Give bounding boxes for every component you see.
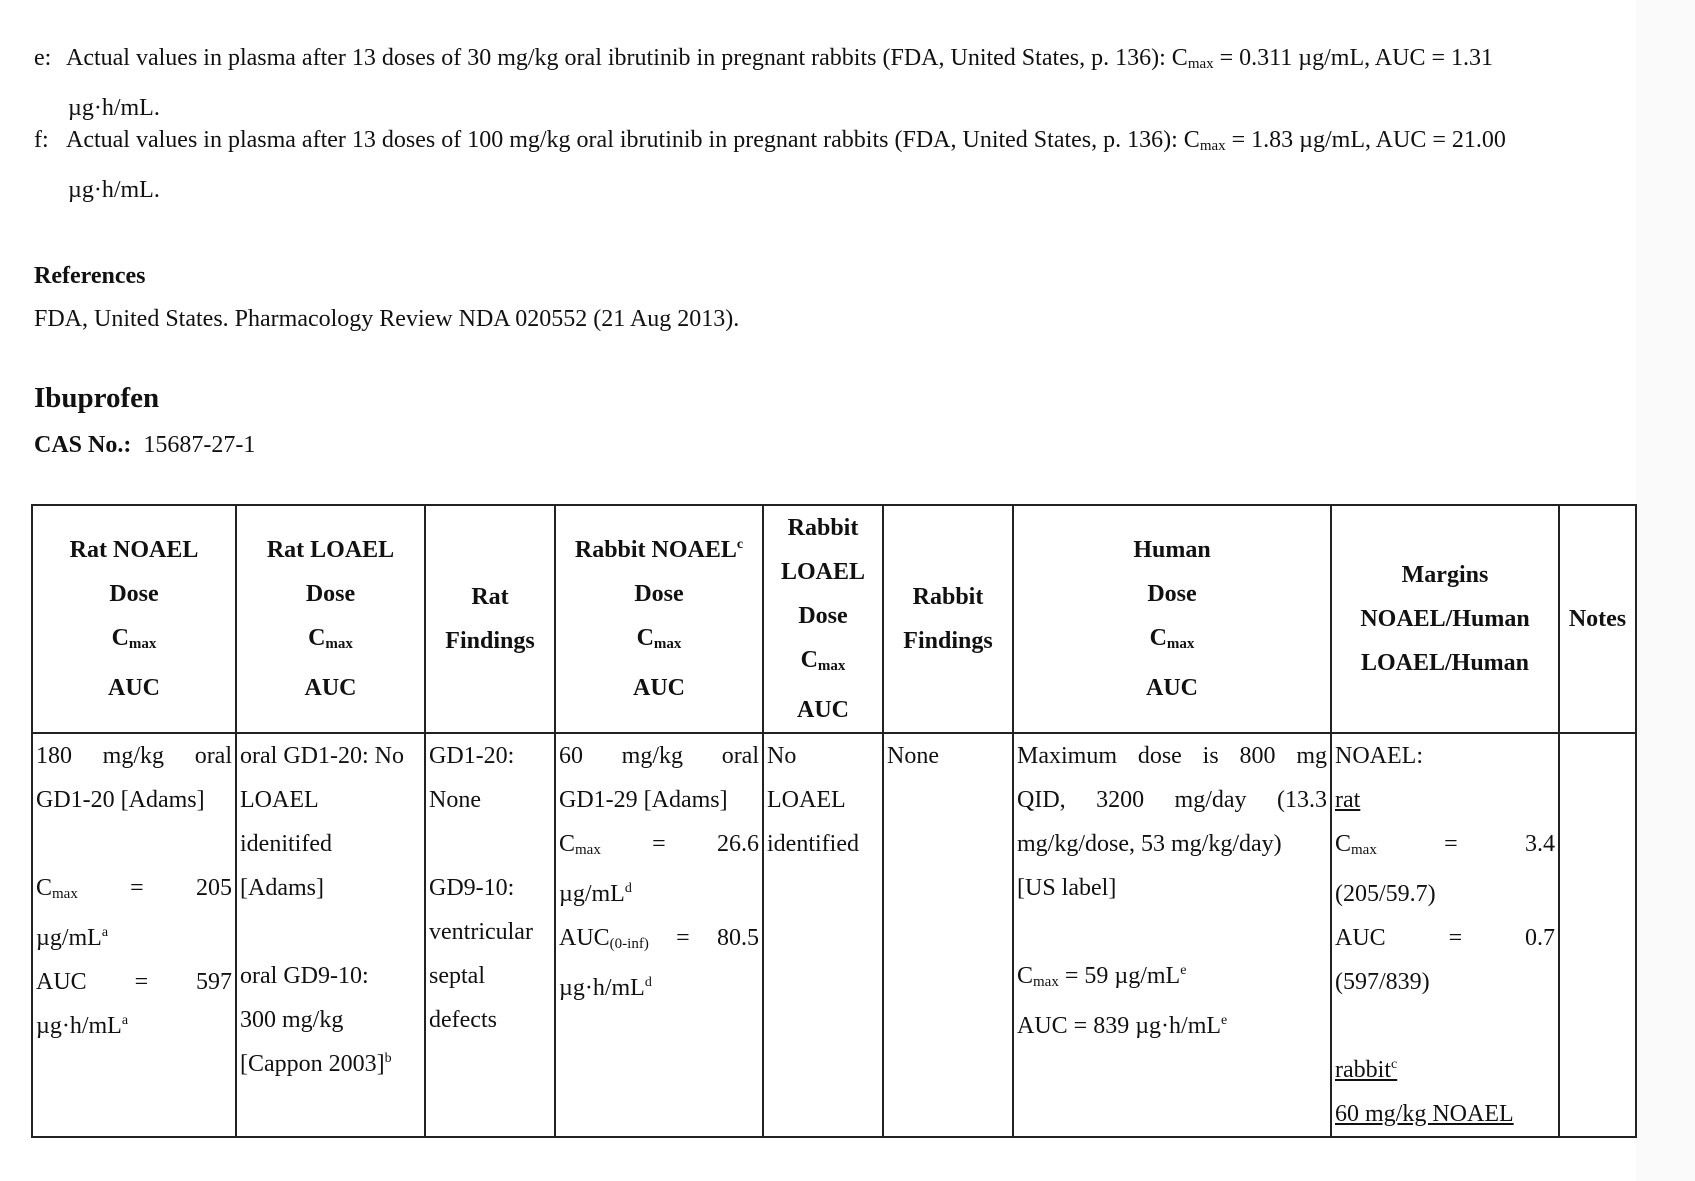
- cas-value: 15687-27-1: [143, 432, 256, 458]
- header-line: NOAEL/Human: [1360, 606, 1530, 632]
- cell-rabbit-noael: 60 mg/kg oral GD1-29 [Adams] $C_{max}$ = 26.6 $\mu g/mL^d$ $AUC_{(0-inf)}$ = 80.5 $\mu g\cdot h/mL^d$: [555, 733, 763, 1137]
- header-line: $C_{max}$: [636, 625, 682, 652]
- header-line: Rabbit NOAEL$^c$: [574, 537, 744, 563]
- toxicity-table: [31, 504, 1637, 1138]
- header-line: $C_{max}$: [308, 625, 353, 652]
- header-line: Notes: [1568, 606, 1627, 632]
- header-line: Human: [1133, 537, 1211, 563]
- footnote-continuation: µg·h/mL.: [68, 95, 160, 121]
- header-line: Rat NOAEL: [69, 537, 199, 563]
- header-margins: [1331, 505, 1559, 733]
- header-line: Rabbit: [912, 584, 984, 610]
- cell-rat-loael: oral GD1-20: No LOAEL idenitifed [Adams] oral GD9-10: 300 mg/kg [Cappon 2003]$^b$: [236, 733, 425, 1137]
- header-human: [1013, 505, 1331, 733]
- cell-rat-findings: GD1-20: None GD9-10: ventricular septal defects: [425, 733, 555, 1137]
- footnote-label: f:: [34, 127, 49, 153]
- header-line: $C_{max}$: [111, 625, 157, 652]
- cas-label: CAS No.:: [34, 432, 132, 458]
- footnote-label: e:: [34, 45, 52, 71]
- header-rat-noael: [32, 505, 236, 733]
- header-line: AUC: [108, 675, 160, 701]
- table-header-row: [32, 505, 1636, 733]
- header-line: $C_{max}$: [1149, 625, 1195, 652]
- references-heading: References: [34, 263, 146, 289]
- header-line: Dose: [305, 581, 356, 607]
- header-line: Dose: [109, 581, 159, 607]
- header-line: AUC: [304, 675, 357, 701]
- footnote-text-end: = 1.83 µg/mL, AUC = 21.00: [1225, 127, 1506, 153]
- cell-notes: [1559, 733, 1636, 1137]
- header-line: Rat: [471, 584, 509, 610]
- header-line: Rat LOAEL: [266, 537, 395, 563]
- header-rat-loael: [236, 505, 425, 733]
- footnote-text-end: = 0.311 µg/mL, AUC = 1.31: [1213, 45, 1493, 71]
- footnote-text: Actual values in plasma after 13 doses of 30 mg/kg oral ibrutinib in pregnant rabbits (FDA, United States, p. 136): C: [66, 45, 1188, 71]
- header-line: AUC: [633, 675, 685, 701]
- drug-title: Ibuprofen: [34, 382, 160, 414]
- header-line: Findings: [903, 628, 993, 654]
- header-line: AUC: [1146, 675, 1198, 701]
- header-line: AUC: [797, 697, 849, 723]
- header-line: LOAEL/Human: [1360, 650, 1530, 676]
- footnote-continuation: µg·h/mL.: [68, 177, 160, 203]
- table-row: [32, 733, 1636, 1137]
- header-notes: [1559, 505, 1636, 733]
- header-rabbit-loael: [763, 505, 883, 733]
- header-line: Findings: [445, 628, 535, 654]
- cell-margins: NOAEL: rat $C_{max}$ = 3.4 (205/59.7) AUC = 0.7 (597/839) rabbit$^c$ 60 mg/kg NOAEL: [1331, 733, 1559, 1137]
- cas-number: [34, 432, 255, 459]
- header-line: Dose: [634, 581, 684, 607]
- cell-rat-noael: 180 mg/kg oral GD1-20 [Adams] $C_{max}$ = 205 $\mu g/mL^a$ AUC = 597 $\mu g\cdot h/mL^a$: [32, 733, 236, 1137]
- footnote-text: Actual values in plasma after 13 doses of 100 mg/kg oral ibrutinib in pregnant rabbits (FDA, United States, p. 136): C: [66, 127, 1200, 153]
- subscript: max: [1199, 138, 1226, 154]
- footnote-f: [34, 118, 1634, 212]
- reference-entry: FDA, United States. Pharmacology Review NDA 020552 (21 Aug 2013).: [34, 306, 740, 332]
- cell-rabbit-loael: No LOAEL identified: [763, 733, 883, 1137]
- header-rabbit-noael: [555, 505, 763, 733]
- header-rat-findings: [425, 505, 555, 733]
- header-line: Rabbit: [787, 515, 859, 541]
- header-line: Dose: [1147, 581, 1197, 607]
- header-line: Dose: [798, 603, 848, 629]
- subscript: max: [1187, 56, 1214, 72]
- header-line: LOAEL: [780, 559, 866, 585]
- cell-rabbit-findings: None: [883, 733, 1013, 1137]
- header-line: $C_{max}$: [800, 647, 846, 674]
- cell-human: Maximum dose is 800 mg QID, 3200 mg/day (13.3 mg/kg/dose, 53 mg/kg/day) [US label] $C_{max} = 59$ $\mu g/mL^e$ AUC = 839 $\mu g\cdot h/mL^e$: [1013, 733, 1331, 1137]
- header-rabbit-findings: [883, 505, 1013, 733]
- footnote-e: [34, 36, 1634, 130]
- header-line: Margins: [1401, 562, 1489, 588]
